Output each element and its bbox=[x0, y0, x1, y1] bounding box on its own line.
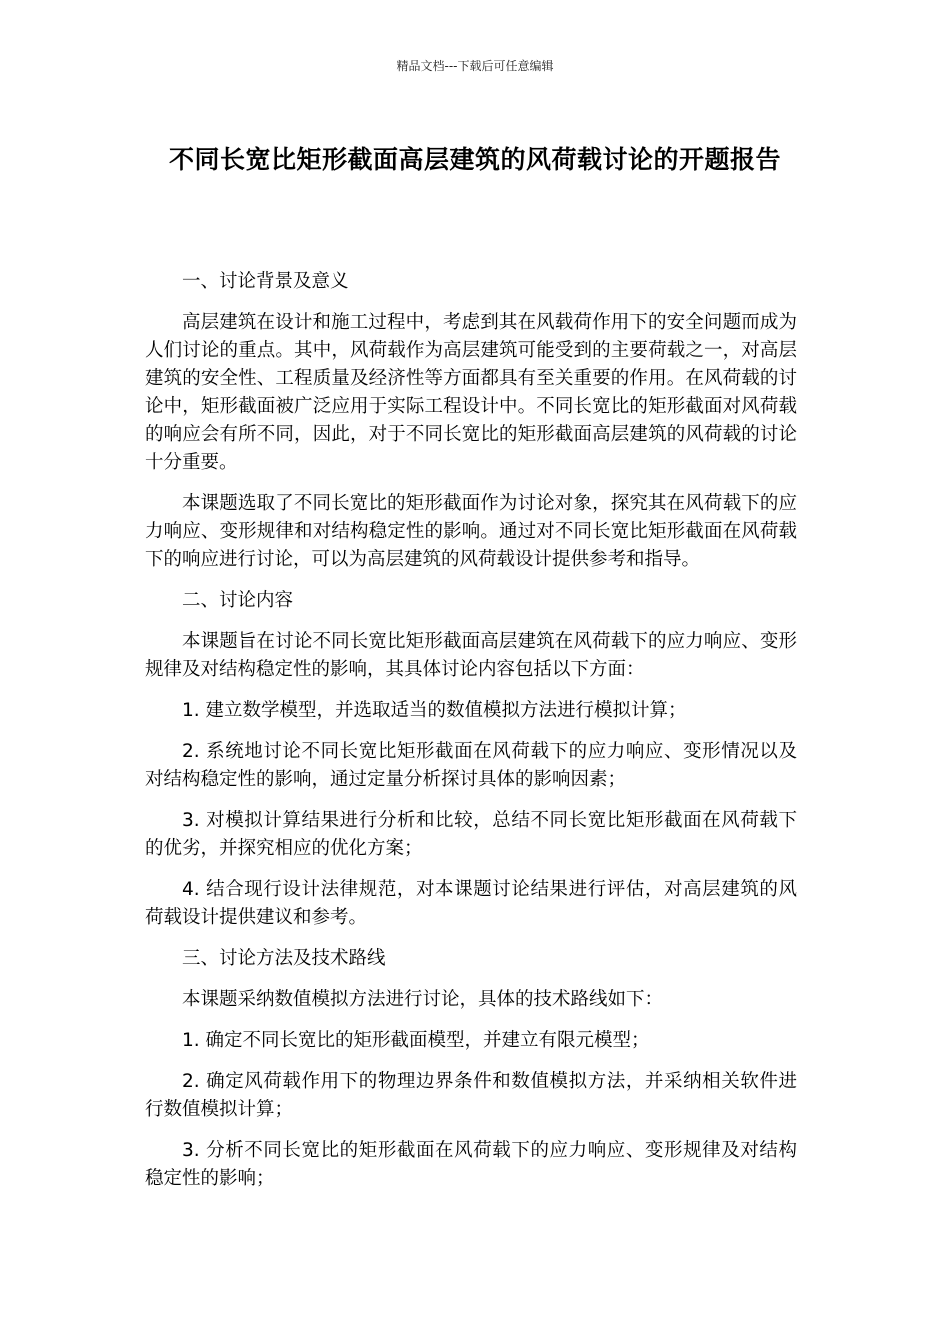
list-item-content-2: 2. 系统地讨论不同长宽比矩形截面在风荷载下的应力响应、变形情况以及对结构稳定性的影响，通过定量分析探讨具体的影响因素； bbox=[145, 741, 797, 790]
section-heading-3: 三、讨论方法及技术路线 bbox=[182, 948, 386, 969]
section-heading-2: 二、讨论内容 bbox=[182, 590, 294, 611]
document-body bbox=[145, 268, 797, 1206]
paragraph-background-2: 本课题选取了不同长宽比的矩形截面作为讨论对象，探究其在风荷载下的应力响应、变形规律和对结构稳定性的影响。通过对不同长宽比矩形截面在风荷载下的响应进行讨论，可以为高层建筑的风荷载设计提供参考和指导。 bbox=[145, 493, 797, 570]
document-title: 不同长宽比矩形截面高层建筑的风荷载讨论的开题报告 bbox=[168, 145, 781, 174]
list-item-content-4: 4. 结合现行设计法律规范，对本课题讨论结果进行评估，对高层建筑的风荷载设计提供建议和参考。 bbox=[145, 879, 797, 928]
header-note: 精品文档---下载后可任意编辑 bbox=[396, 59, 554, 73]
list-item-method-2: 2. 确定风荷载作用下的物理边界条件和数值模拟方法，并采纳相关软件进行数值模拟计算； bbox=[145, 1071, 797, 1120]
list-item-method-3: 3. 分析不同长宽比的矩形截面在风荷载下的应力响应、变形规律及对结构稳定性的影响； bbox=[145, 1140, 797, 1189]
section-heading-1: 一、讨论背景及意义 bbox=[182, 271, 349, 292]
paragraph-background-1: 高层建筑在设计和施工过程中，考虑到其在风载荷作用下的安全问题而成为人们讨论的重点。其中，风荷载作为高层建筑可能受到的主要荷载之一，对高层建筑的安全性、工程质量及经济性等方面都具有至关重要的作用。在风荷载的讨论中，矩形截面被广泛应用于实际工程设计中。不同长宽比的矩形截面对风荷载的响应会有所不同，因此，对于不同长宽比的矩形截面高层建筑的风荷载的讨论十分重要。 bbox=[145, 312, 797, 473]
list-item-method-1: 1. 确定不同长宽比的矩形截面模型，并建立有限元模型； bbox=[182, 1030, 650, 1051]
list-item-content-3: 3. 对模拟计算结果进行分析和比较，总结不同长宽比矩形截面在风荷载下的优劣，并探究相应的优化方案； bbox=[145, 810, 797, 859]
paragraph-content-intro: 本课题旨在讨论不同长宽比矩形截面高层建筑在风荷载下的应力响应、变形规律及对结构稳定性的影响，其具体讨论内容包括以下方面： bbox=[145, 631, 797, 680]
paragraph-method-intro: 本课题采纳数值模拟方法进行讨论，具体的技术路线如下： bbox=[182, 989, 664, 1010]
list-item-content-1: 1. 建立数学模型，并选取适当的数值模拟方法进行模拟计算； bbox=[182, 700, 687, 721]
